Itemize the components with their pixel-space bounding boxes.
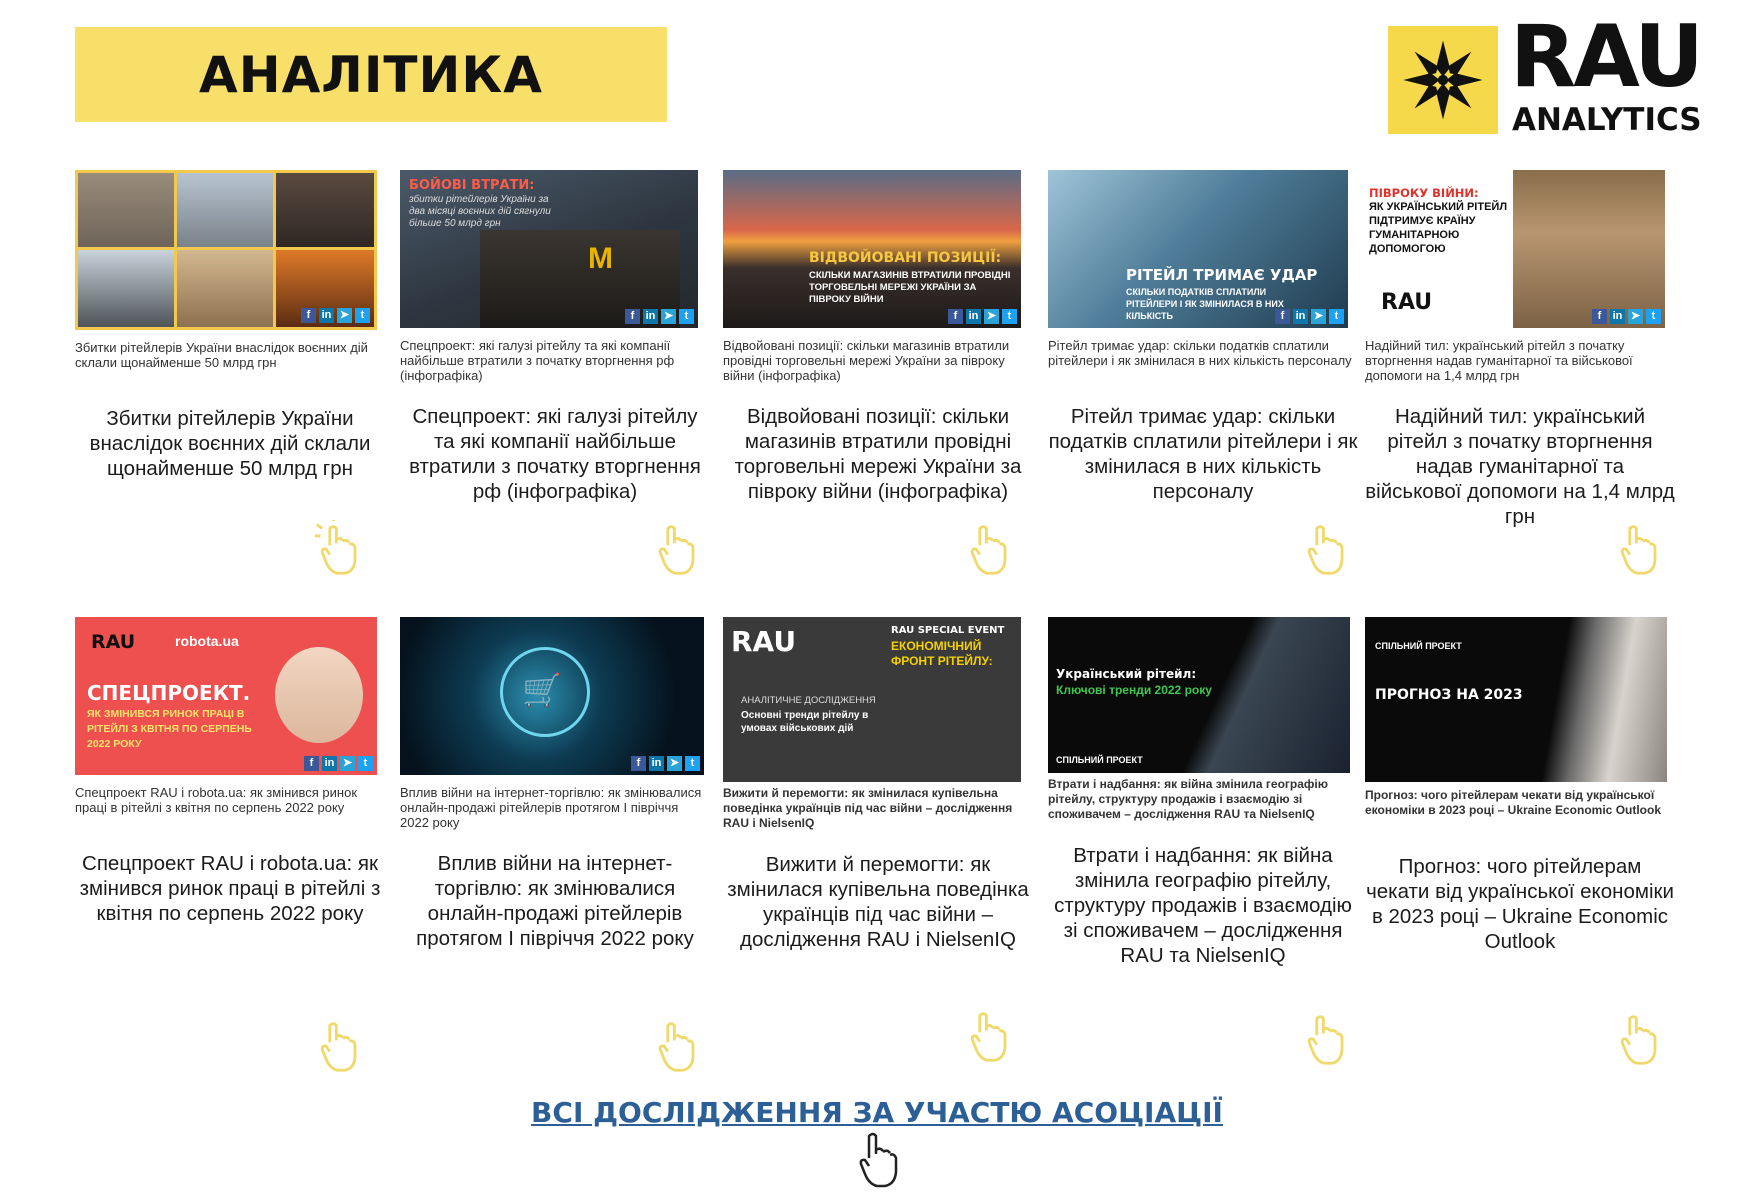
thumb-title: Український рітейл: bbox=[1056, 667, 1197, 681]
facebook-icon[interactable]: f bbox=[625, 309, 640, 324]
thumb-brand: robota.ua bbox=[175, 633, 239, 649]
article-card[interactable] bbox=[75, 617, 385, 926]
hand-pointer-icon[interactable] bbox=[651, 1017, 707, 1075]
facebook-icon[interactable]: f bbox=[948, 309, 963, 324]
thumb-subtitle: ЯК ЗМІНИВСЯ РИНОК ПРАЦІ В РІТЕЙЛІ З КВІТНЯ ПО СЕРПЕНЬ 2022 РОКУ bbox=[87, 708, 252, 750]
facebook-icon[interactable]: f bbox=[631, 756, 646, 771]
article-card[interactable] bbox=[1365, 617, 1675, 954]
article-caption: Надійний тил: український рітейл з початку вторгнення надав гуманітарної та військової допомоги на 1,4 млрд грн bbox=[1365, 338, 1633, 383]
article-card[interactable] bbox=[1048, 617, 1358, 968]
article-card[interactable] bbox=[723, 170, 1033, 504]
article-thumbnail[interactable] bbox=[1365, 170, 1665, 328]
twitter-icon[interactable]: t bbox=[679, 309, 694, 324]
article-thumbnail[interactable] bbox=[723, 170, 1021, 328]
thumb-subtitle: СКІЛЬКИ МАГАЗИНІВ ВТРАТИЛИ ПРОВІДНІ ТОРГОВЕЛЬНІ МЕРЕЖІ УКРАЇНИ ЗА ПІВРОКУ ВІЙНИ bbox=[809, 270, 1011, 305]
article-card[interactable] bbox=[1365, 170, 1675, 529]
share-bar bbox=[631, 756, 700, 771]
hand-pointer-icon[interactable] bbox=[651, 520, 707, 578]
hand-pointer-icon[interactable] bbox=[313, 520, 369, 578]
thumb-subtitle: ЕКОНОМІЧНИЙ ФРОНТ РІТЕЙЛУ: bbox=[891, 639, 993, 668]
hand-pointer-icon[interactable] bbox=[963, 520, 1019, 578]
hand-cursor-icon bbox=[853, 1130, 903, 1190]
facebook-icon[interactable]: f bbox=[1275, 309, 1290, 324]
hand-pointer-icon[interactable] bbox=[1613, 520, 1669, 578]
share-bar bbox=[304, 756, 373, 771]
twitter-icon[interactable]: t bbox=[1329, 309, 1344, 324]
thumb-title: ПІВРОКУ ВІЙНИ: bbox=[1369, 186, 1479, 200]
hand-pointer-icon[interactable] bbox=[1613, 1010, 1669, 1068]
facebook-icon[interactable]: f bbox=[301, 308, 316, 323]
header-banner bbox=[75, 27, 667, 122]
article-description[interactable]: Спецпроект: які галузі рітейлу та які компанії найбільше втратили з початку вторгнення рф (інфографіка) bbox=[409, 405, 701, 503]
article-thumbnail[interactable] bbox=[723, 617, 1021, 782]
facebook-icon[interactable]: f bbox=[1592, 309, 1607, 324]
thumb-title: ВІДВОЙОВАНІ ПОЗИЦІЇ: bbox=[809, 250, 1002, 266]
all-research-link[interactable]: ВСІ ДОСЛІДЖЕННЯ ЗА УЧАСТЮ АСОЦІАЦІЇ bbox=[531, 1096, 1223, 1129]
twitter-icon[interactable]: t bbox=[685, 756, 700, 771]
thumb-extra: АНАЛІТИЧНЕ ДОСЛІДЖЕННЯ bbox=[741, 695, 876, 706]
article-description[interactable]: Збитки рітейлерів України внаслідок воєнних дій склали щонайменше 50 млрд грн bbox=[89, 407, 371, 480]
telegram-icon[interactable]: ➤ bbox=[661, 309, 676, 324]
thumb-extra2: Основні тренди рітейлу в умовах військових дій bbox=[741, 710, 869, 734]
linkedin-icon[interactable]: in bbox=[649, 756, 664, 771]
telegram-icon[interactable]: ➤ bbox=[340, 756, 355, 771]
article-description[interactable]: Втрати і надбання: як війна змінила географію рітейлу, структуру продажів і взаємодію зі споживачем – дослідження RAU та NielsenIQ bbox=[1054, 844, 1352, 967]
hand-pointer-icon[interactable] bbox=[963, 1007, 1019, 1065]
article-description[interactable]: Рітейл тримає удар: скільки податків сплатили рітейлери і як змінилася в них кількість персоналу bbox=[1048, 405, 1358, 503]
logo-subtext: ANALYTICS bbox=[1512, 102, 1702, 138]
thumb-rau-logo: RAU bbox=[731, 625, 797, 658]
hand-pointer-icon[interactable] bbox=[313, 1017, 369, 1075]
thumb-subtitle: СКІЛЬКИ ПОДАТКІВ СПЛАТИЛИ РІТЕЙЛЕРИ І ЯК ЗМІНИЛАСЯ В НИХ КІЛЬКІСТЬ bbox=[1126, 287, 1284, 321]
article-caption: Втрати і надбання: як війна змінила географію рітейлу, структуру продажів і взаємодію зі споживачем – дослідження RAU та NielsenIQ bbox=[1048, 777, 1329, 821]
thumb-subtitle: ЯК УКРАЇНСЬКИЙ РІТЕЙЛ ПІДТРИМУЄ КРАЇНУ ГУМАНІТАРНОЮ ДОПОМОГОЮ bbox=[1369, 201, 1508, 255]
telegram-icon[interactable]: ➤ bbox=[1628, 309, 1643, 324]
article-description[interactable]: Вплив війни на інтернет-торгівлю: як змінювалися онлайн-продажі рітейлерів протягом І півріччя 2022 року bbox=[416, 852, 694, 950]
article-thumbnail[interactable]: M БОЙОВІ ВТРАТИ: збитки рітейлерів України за два місяці воєнних дій сягнули більше 50 млрд грн f in ➤ t bbox=[400, 170, 698, 328]
article-description[interactable]: Прогноз: чого рітейлерам чекати від української економіки в 2023 році – Ukraine Economic Outlook bbox=[1366, 855, 1674, 953]
facebook-icon[interactable]: f bbox=[304, 756, 319, 771]
hand-pointer-icon[interactable] bbox=[1300, 1010, 1356, 1068]
thumb-title: СПЕЦПРОЕКТ. bbox=[87, 681, 251, 705]
article-caption: Спецпроект: які галузі рітейлу та які компанії найбільше втратили з початку вторгнення рф (інфографіка) bbox=[400, 338, 675, 383]
hand-pointer-icon[interactable] bbox=[1300, 520, 1356, 578]
article-thumbnail[interactable] bbox=[1048, 170, 1348, 328]
thumb-subtitle: Ключові тренди 2022 року bbox=[1056, 683, 1212, 697]
linkedin-icon[interactable]: in bbox=[1610, 309, 1625, 324]
thumb-title: RAU SPECIAL EVENT bbox=[891, 625, 1005, 636]
twitter-icon[interactable]: t bbox=[355, 308, 370, 323]
share-bar bbox=[948, 309, 1017, 324]
linkedin-icon[interactable]: in bbox=[319, 308, 334, 323]
article-caption: Вплив війни на інтернет-торгівлю: як змінювалися онлайн-продажі рітейлерів протягом І півріччя 2022 року bbox=[400, 785, 702, 830]
article-card[interactable] bbox=[723, 617, 1033, 952]
article-thumbnail[interactable] bbox=[1048, 617, 1350, 773]
article-card[interactable] bbox=[400, 170, 710, 504]
share-bar bbox=[1592, 309, 1661, 324]
article-caption: Спецпроект RAU і robota.ua: як змінився ринок праці в рітейлі з квітня по серпень 2022 року bbox=[75, 785, 358, 815]
linkedin-icon[interactable]: in bbox=[643, 309, 658, 324]
article-caption: Рітейл тримає удар: скільки податків сплатили рітейлери і як змінилася в них кількість персоналу bbox=[1048, 338, 1352, 368]
article-card[interactable] bbox=[1048, 170, 1358, 504]
logo-text: RAU bbox=[1510, 7, 1701, 107]
thumb-rau-logo: RAU bbox=[91, 631, 136, 653]
thumb-rau-logo: RAU bbox=[1381, 290, 1433, 315]
twitter-icon[interactable]: t bbox=[1646, 309, 1661, 324]
linkedin-icon[interactable]: in bbox=[322, 756, 337, 771]
article-caption: Вижити й перемогти: як змінилася купівельна поведінка українців під час війни – дослідження RAU і NielsenIQ bbox=[723, 786, 1013, 830]
twitter-icon[interactable]: t bbox=[1002, 309, 1017, 324]
article-thumbnail[interactable] bbox=[75, 170, 377, 330]
share-bar bbox=[301, 308, 370, 323]
telegram-icon[interactable]: ➤ bbox=[337, 308, 352, 323]
article-thumbnail[interactable] bbox=[1365, 617, 1667, 782]
thumb-subtitle: збитки рітейлерів України за два місяці воєнних дій сягнули більше 50 млрд грн bbox=[409, 194, 551, 229]
twitter-icon[interactable]: t bbox=[358, 756, 373, 771]
article-description[interactable]: Спецпроект RAU і robota.ua: як змінився ринок праці в рітейлі з квітня по серпень 2022 року bbox=[79, 852, 381, 925]
share-bar bbox=[625, 309, 694, 324]
article-card[interactable] bbox=[75, 170, 385, 481]
page-title: АНАЛІТИКА bbox=[199, 45, 543, 104]
linkedin-icon[interactable]: in bbox=[1293, 309, 1308, 324]
article-description[interactable]: Відвойовані позиції: скільки магазинів втратили провідні торговельні мережі України за півроку війни (інфографіка) bbox=[734, 405, 1022, 503]
article-description[interactable]: Надійний тил: український рітейл з початку вторгнення надав гуманітарної та військової допомоги на 1,4 млрд грн bbox=[1365, 405, 1675, 528]
thumb-title: ПРОГНОЗ НА 2023 bbox=[1375, 687, 1523, 703]
article-caption: Відвойовані позиції: скільки магазинів втратили провідні торговельні мережі України за півроку війни (інфографіка) bbox=[723, 338, 1010, 383]
article-thumbnail[interactable]: 🛒 f in ➤ t bbox=[400, 617, 704, 775]
share-bar bbox=[1275, 309, 1344, 324]
article-caption: Прогноз: чого рітейлерам чекати від української економіки в 2023 році – Ukraine Economic Outlook bbox=[1365, 788, 1662, 817]
article-card[interactable] bbox=[400, 617, 710, 951]
article-caption: Збитки рітейлерів України внаслідок воєнних дій склали щонайменше 50 млрд грн bbox=[75, 340, 368, 370]
rau-star-icon bbox=[1388, 26, 1498, 134]
article-thumbnail[interactable] bbox=[75, 617, 377, 775]
telegram-icon[interactable]: ➤ bbox=[1311, 309, 1326, 324]
thumb-subtitle: СПІЛЬНИЙ ПРОЕКТ bbox=[1375, 641, 1462, 651]
thumb-extra: СПІЛЬНИЙ ПРОЕКТ bbox=[1056, 755, 1143, 765]
thumb-title: БОЙОВІ ВТРАТИ: bbox=[409, 178, 535, 193]
article-description[interactable]: Вижити й перемогти: як змінилася купівельна поведінка українців під час війни – дослідження RAU і NielsenIQ bbox=[727, 853, 1029, 951]
telegram-icon[interactable]: ➤ bbox=[667, 756, 682, 771]
rau-logo[interactable] bbox=[1388, 7, 1702, 138]
thumb-title: РІТЕЙЛ ТРИМАЄ УДАР bbox=[1126, 266, 1318, 284]
linkedin-icon[interactable]: in bbox=[966, 309, 981, 324]
telegram-icon[interactable]: ➤ bbox=[984, 309, 999, 324]
